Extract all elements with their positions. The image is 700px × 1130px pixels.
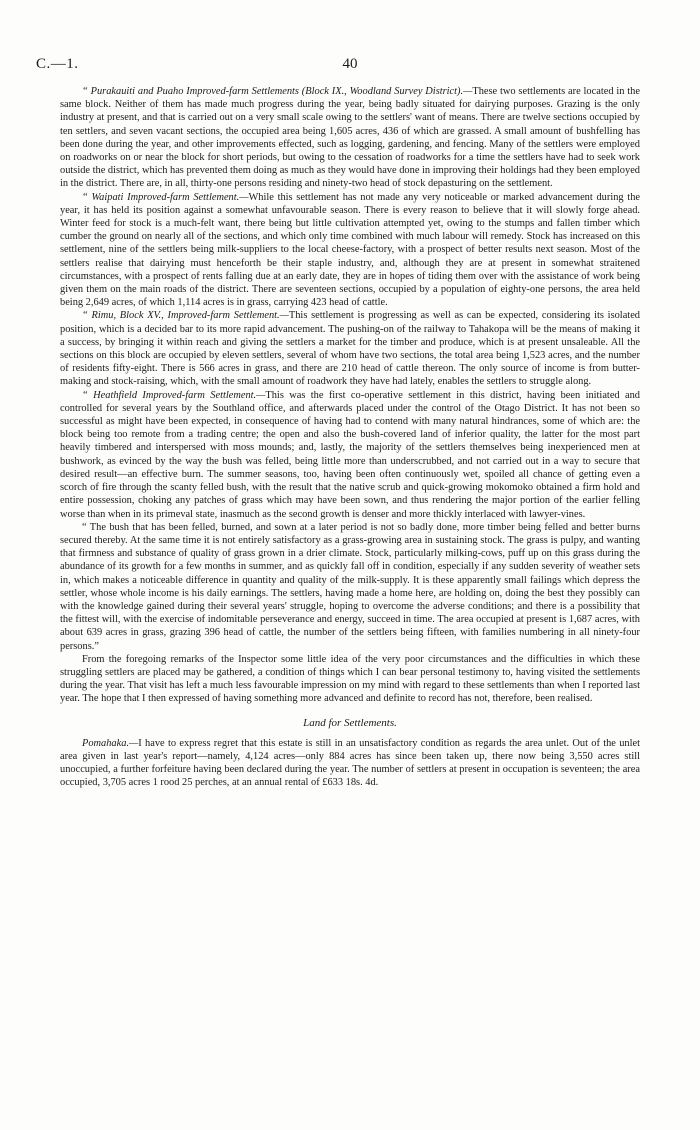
paragraph-text: “ The bush that has been felled, burned, and sown at a later period is not so badly done, more timber being felled and better burns secured thereby. At the same time it is not entirely satisfactory as a grass-growing area in sustaining stock. The grass is pulpy, and wanting that firmness and substance of quality of grass grown in a drier climate. Stock, particularly milking-cows, puff up on this grass during the abundance of its growth for a few months in summer, and as quickly fall off in condition, especially if any sudden severity of weather sets in, which makes a noticeable difference in quantity and quality of the milk-supply. It is these apparently small failings which depress the settler, whose whole income is his daily earnings. The settlers, having made a home here, are holding on, doing the best they possibly can with the knowledge gained during their several years' struggle, hoping to overcome the adverse conditions; and there is a possibility that the fittest will, with the exercise of indomitable perseverance and energy, succeed in time. The area occupied at present is 1,687 acres, with about 639 acres in grass, grazing 396 head of cattle, the number of the settlers being fifteen, with families numbering in all ninety-four persons.” (60, 521, 640, 652)
page-number: 40 (342, 56, 358, 72)
section-heading: Land for Settlements. (303, 716, 397, 729)
paragraph-heathfield (60, 389, 640, 521)
paragraph-text: These two settlements are located in the same block. Neither of them has made much progress during the year, being badly situated for dairying purposes. Grazing is the only industry at present, and that is carried out on a very small scale owing to the settlers' want of means. There are twelve sections occupied by ten settlers, and seven vacant sections, the occupied area being 1,605 acres, 436 of which are grassed. A small amount of bushfelling has been done during the year, and other improvements effected, such as logging, gardening, and fencing. Many of the settlers were employed on roadworks on or near the block for short periods, but owing to the cessation of roadworks for a time the settlers have had to seek work outside the district, which has prevented them doing as much as they would have done in improving their holdings had they been employed in the district. There are, in all, thirty-one persons residing and ninety-two head of stock depasturing on the settlement. (60, 86, 640, 190)
paragraph-text: While this settlement has not made any very noticeable or marked advancement during the year, it has held its position against a somewhat unfavourable season. There is every reason to believe that it will slowly forge ahead. Winter feed for stock is a much-felt want, there being but little cultivation attempted yet, owing to the stumps and fallen timber which cumber the ground on nearly all of the sections, and which only time combined with much labour will remedy. Stock has increased on this settlement, nine of the settlers being milk-suppliers to the local cheese-factory, with a prospect of better results next season. Most of the settlers realise that dairying must henceforth be their staple industry, and, although they are at present in somewhat straitened circumstances, with a prospect of rents falling due at an early date, they are in hopes of tiding them over with the assistance of work being given them on the main roads of the district. There are seventeen sections, occupied by a population of eighty-one persons, the area held being 2,649 acres, of which 1,114 acres is in grass, carrying 423 head of cattle. (60, 191, 641, 309)
paragraph-foregoing-remarks (60, 653, 640, 706)
paragraph-lead: “ Purakauiti and Puaho Improved-farm Settlements (Block IX., Woodland Survey District).— (82, 86, 473, 97)
paragraph-text: This settlement is progressing as well as can be expected, considering its isolated position, which is a decided bar to its more rapid advancement. The pushing-on of the railway to Tahakopa will be the means of making it a success, by bringing it within reach and giving the settlers a market for the timber and produce, which is at present unsaleable. All the sections on this block are occupied by eleven settlers, several of whom have two sections, the total area being 1,523 acres, and the number of residents fifty-eight. There is 566 acres in grass, and there are 210 head of cattle thereon. The only source of income is from butter-making and stock-raising, which, with the small amount of roadwork they have had lately, enables the settlers to struggle along. (60, 310, 640, 388)
document-reference: C.—1. (36, 56, 79, 72)
paragraph-bush-felled (60, 521, 640, 653)
paragraph-text: From the foregoing remarks of the Inspector some little idea of the very poor circumstances and the difficulties in which these struggling settlers are placed may be gathered, a condition of things which I can bear personal testimony to, having visited the settlements during the year. That visit has left a much less favourable impression on my mind with regard to these settlements than when I reported last year. The hope that I then expressed of having something more advanced and definite to record has not, therefore, been realised. (60, 653, 640, 705)
paragraph-waipati (60, 191, 640, 310)
paragraph-text: I have to express regret that this estate is still in an unsatisfactory condition as regards the area unlet. Out of the unlet area given in last year's report—namely, 4,124 acres—only 884 acres has since been taken up, there now being 3,550 acres still unoccupied, a further forfeiture having been declared during the year. The number of settlers at present in occupation is seventeen; the area occupied, 3,705 acres 1 rood 25 perches, at an annual rental of £633 18s. 4d. (60, 737, 640, 789)
document-body (60, 85, 640, 790)
paragraph-purakauiti (60, 85, 640, 191)
paragraph-rimu (60, 309, 640, 388)
paragraph-lead: “ Waipati Improved-farm Settlement.— (82, 191, 249, 203)
paragraph-pomahaka (60, 737, 640, 790)
paragraph-text: This was the first co-operative settlement in this district, having been initiated and controlled for several years by the Southland office, and afterwards placed under the control of the Otago District. It has not been so successful as might have been expected, in consequence of having had to contend with many natural hindrances, some of which are: the block being too remote from a trading centre; the open and also the bush-covered land of inferior quality, the latter for the most part heavily timbered and interspersed with moss mounds; and, lastly, the majority of the settlers themselves being inexperienced men at bushwork, as evinced by the way the bush was felled, being little more than underscrubbed, and not carried out in a way to secure that desired result—an effective burn. The summer seasons, too, having been often continuously wet, spoiled all chance of getting even a scorch of fire through the scanty felled bush, with the result that the native scrub and quick-growing mokomoko obtained a firm hold and entire possession, choking any patches of grass which may have been sown, and thus rendering the major portion of the earlier felling worse than when in its primeval state, inasmuch as the second growth is denser and more thickly interlaced with lawyer-vines. (60, 389, 640, 520)
page-header (36, 56, 664, 74)
paragraph-lead: “ Rimu, Block XV., Improved-farm Settlement.— (82, 310, 289, 322)
paragraph-lead: Pomahaka.— (82, 737, 139, 749)
paragraph-lead: “ Heathfield Improved-farm Settlement.— (82, 389, 266, 401)
